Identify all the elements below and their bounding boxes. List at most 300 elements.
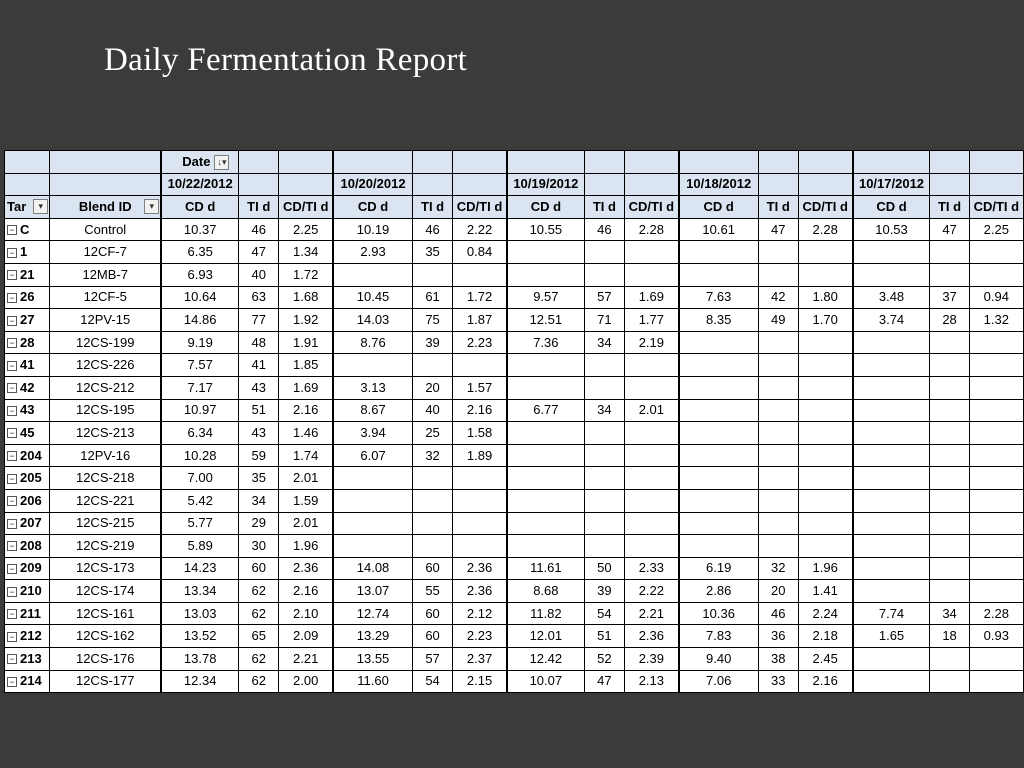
ti-cell — [758, 263, 798, 286]
header-row-dates — [5, 173, 1024, 196]
cd-ti-ratio-cell — [969, 535, 1023, 558]
header-blank — [798, 151, 852, 174]
ti-cell: 41 — [239, 354, 279, 377]
cd-ti-ratio-cell — [969, 670, 1023, 693]
cd-ti-ratio-cell: 2.10 — [279, 602, 333, 625]
collapse-toggle-icon[interactable]: − — [7, 293, 17, 303]
cd-cell: 10.19 — [333, 218, 412, 241]
cd-cell: 14.23 — [161, 557, 238, 580]
ti-cell: 57 — [412, 648, 452, 671]
cd-ti-ratio-cell — [453, 535, 507, 558]
date-header: 10/22/2012 — [161, 173, 238, 196]
ti-cell: 40 — [239, 263, 279, 286]
cd-cell: 10.07 — [507, 670, 584, 693]
collapse-toggle-icon[interactable]: − — [7, 451, 17, 461]
collapse-toggle-icon[interactable]: − — [7, 474, 17, 484]
ti-cell: 63 — [239, 286, 279, 309]
cd-cell: 3.74 — [853, 309, 930, 332]
cd-ti-ratio-cell — [969, 580, 1023, 603]
cd-ti-ratio-cell: 2.23 — [453, 331, 507, 354]
ti-cell: 38 — [758, 648, 798, 671]
header-blank — [239, 173, 279, 196]
tank-id-cell — [5, 444, 50, 467]
cd-cell: 13.34 — [161, 580, 238, 603]
tank-id: 42 — [20, 379, 35, 395]
cd-ti-ratio-cell — [453, 467, 507, 490]
cd-cell: 12.01 — [507, 625, 584, 648]
cd-cell: 7.63 — [679, 286, 758, 309]
cd-cell: 7.57 — [161, 354, 238, 377]
ti-cell: 60 — [412, 557, 452, 580]
header-blank — [453, 151, 507, 174]
ti-cell: 34 — [930, 602, 969, 625]
ti-cell: 62 — [239, 602, 279, 625]
cd-ti-ratio-cell — [969, 512, 1023, 535]
cd-cell — [507, 263, 584, 286]
collapse-toggle-icon[interactable]: − — [7, 428, 17, 438]
cd-ti-ratio-cell — [453, 489, 507, 512]
cd-cell: 5.89 — [161, 535, 238, 558]
metric-header: CD d — [333, 196, 412, 219]
cd-ti-ratio-cell: 2.09 — [279, 625, 333, 648]
ti-cell: 46 — [412, 218, 452, 241]
sort-filter-icon[interactable]: ↓▾ — [214, 155, 229, 170]
cd-ti-ratio-cell: 2.45 — [798, 648, 852, 671]
blend-id-cell: 12CS-215 — [50, 512, 162, 535]
ti-cell: 36 — [758, 625, 798, 648]
ti-cell: 47 — [239, 241, 279, 264]
cd-cell: 10.97 — [161, 399, 238, 422]
ti-cell: 47 — [930, 218, 969, 241]
cd-cell — [333, 535, 412, 558]
cd-ti-ratio-cell: 2.24 — [798, 602, 852, 625]
ti-cell — [412, 263, 452, 286]
ti-cell: 34 — [239, 489, 279, 512]
ti-cell — [584, 263, 624, 286]
tank-id-cell — [5, 376, 50, 399]
ti-cell: 55 — [412, 580, 452, 603]
tank-id: 208 — [20, 537, 42, 553]
header-blank — [279, 173, 333, 196]
tank-id-cell — [5, 354, 50, 377]
cd-cell: 2.93 — [333, 241, 412, 264]
ti-cell: 35 — [412, 241, 452, 264]
collapse-toggle-icon[interactable]: − — [7, 270, 17, 280]
ti-cell: 60 — [412, 602, 452, 625]
header-blank — [50, 151, 162, 174]
cd-cell: 7.17 — [161, 376, 238, 399]
cd-cell — [853, 557, 930, 580]
ti-cell: 29 — [239, 512, 279, 535]
cd-ti-ratio-cell: 1.74 — [279, 444, 333, 467]
cd-cell: 7.36 — [507, 331, 584, 354]
header-blank — [239, 151, 279, 174]
ti-cell: 65 — [239, 625, 279, 648]
cd-ti-ratio-cell — [624, 512, 678, 535]
table-row — [5, 512, 1024, 535]
cd-ti-ratio-cell — [624, 489, 678, 512]
cd-ti-ratio-cell — [453, 354, 507, 377]
cd-cell — [679, 512, 758, 535]
blend-field-header[interactable] — [50, 196, 162, 219]
cd-ti-ratio-cell — [969, 422, 1023, 445]
ti-cell — [758, 376, 798, 399]
cd-ti-ratio-cell: 2.39 — [624, 648, 678, 671]
tank-id: 28 — [20, 334, 35, 350]
tank-id: 1 — [20, 244, 28, 260]
cd-ti-ratio-cell: 2.25 — [969, 218, 1023, 241]
cd-cell — [853, 467, 930, 490]
cd-ti-ratio-cell: 2.36 — [279, 557, 333, 580]
ti-cell: 62 — [239, 580, 279, 603]
header-blank — [279, 151, 333, 174]
cd-ti-ratio-cell: 2.37 — [453, 648, 507, 671]
tank-id: 209 — [20, 560, 42, 576]
header-blank — [969, 151, 1023, 174]
cd-cell — [333, 512, 412, 535]
ti-cell: 32 — [412, 444, 452, 467]
tank-id-cell — [5, 241, 50, 264]
cd-ti-ratio-cell — [624, 241, 678, 264]
cd-ti-ratio-cell: 1.59 — [279, 489, 333, 512]
ti-cell: 51 — [584, 625, 624, 648]
collapse-toggle-icon[interactable]: − — [7, 564, 17, 574]
table-row — [5, 467, 1024, 490]
tank-id-cell — [5, 648, 50, 671]
cd-cell: 10.64 — [161, 286, 238, 309]
cd-cell — [853, 399, 930, 422]
table-row — [5, 399, 1024, 422]
metric-header: TI d — [930, 196, 969, 219]
metric-header: TI d — [239, 196, 279, 219]
header-blank — [412, 173, 452, 196]
cd-cell — [507, 422, 584, 445]
tank-id: 206 — [20, 492, 42, 508]
date-header: 10/19/2012 — [507, 173, 584, 196]
cd-cell: 8.67 — [333, 399, 412, 422]
cd-ti-ratio-cell: 2.01 — [279, 467, 333, 490]
header-blank — [412, 151, 452, 174]
cd-ti-ratio-cell: 2.23 — [453, 625, 507, 648]
collapse-toggle-icon[interactable]: − — [7, 496, 17, 506]
cd-ti-ratio-cell: 2.22 — [624, 580, 678, 603]
collapse-toggle-icon[interactable]: − — [7, 609, 17, 619]
cd-ti-ratio-cell — [798, 422, 852, 445]
cd-ti-ratio-cell: 1.41 — [798, 580, 852, 603]
cd-ti-ratio-cell: 2.25 — [279, 218, 333, 241]
cd-cell: 3.48 — [853, 286, 930, 309]
tank-id: 45 — [20, 424, 35, 440]
cd-cell — [507, 489, 584, 512]
ti-cell — [930, 422, 969, 445]
collapse-toggle-icon[interactable]: − — [7, 519, 17, 529]
cd-cell: 10.53 — [853, 218, 930, 241]
cd-cell — [853, 489, 930, 512]
cd-ti-ratio-cell: 1.96 — [279, 535, 333, 558]
cd-cell: 10.37 — [161, 218, 238, 241]
tank-id: 41 — [20, 357, 35, 373]
ti-cell — [758, 354, 798, 377]
cd-ti-ratio-cell: 1.80 — [798, 286, 852, 309]
cd-ti-ratio-cell: 1.34 — [279, 241, 333, 264]
cd-cell: 7.74 — [853, 602, 930, 625]
cd-ti-ratio-cell: 1.91 — [279, 331, 333, 354]
cd-cell: 5.42 — [161, 489, 238, 512]
blend-id-cell: 12CS-162 — [50, 625, 162, 648]
blend-id-cell: 12CF-7 — [50, 241, 162, 264]
tank-id-cell — [5, 580, 50, 603]
cd-ti-ratio-cell — [798, 535, 852, 558]
header-blank — [5, 173, 50, 196]
tank-id: 207 — [20, 515, 42, 531]
blend-id-cell: 12CS-195 — [50, 399, 162, 422]
cd-cell — [333, 467, 412, 490]
ti-cell — [930, 399, 969, 422]
tank-id-cell — [5, 286, 50, 309]
blend-id-cell: 12CS-174 — [50, 580, 162, 603]
ti-cell: 35 — [239, 467, 279, 490]
blend-id-cell: 12CS-226 — [50, 354, 162, 377]
cd-ti-ratio-cell — [624, 263, 678, 286]
blend-field-label: Blend ID — [78, 198, 132, 214]
table-row — [5, 670, 1024, 693]
blend-id-cell: 12CF-5 — [50, 286, 162, 309]
ti-cell: 39 — [412, 331, 452, 354]
ti-cell: 30 — [239, 535, 279, 558]
cd-ti-ratio-cell — [969, 444, 1023, 467]
ti-cell — [930, 331, 969, 354]
collapse-toggle-icon[interactable]: − — [7, 338, 17, 348]
filter-dropdown-icon[interactable]: ▾ — [33, 199, 48, 214]
table-row — [5, 263, 1024, 286]
metric-header: CD/TI d — [279, 196, 333, 219]
collapse-toggle-icon[interactable]: − — [7, 677, 17, 687]
metric-header: CD d — [853, 196, 930, 219]
table-row — [5, 354, 1024, 377]
cd-cell — [507, 376, 584, 399]
cd-ti-ratio-cell — [969, 648, 1023, 671]
cd-ti-ratio-cell — [798, 467, 852, 490]
cd-cell — [679, 422, 758, 445]
ti-cell — [412, 467, 452, 490]
ti-cell — [584, 444, 624, 467]
cd-cell: 9.40 — [679, 648, 758, 671]
cd-cell — [853, 331, 930, 354]
cd-ti-ratio-cell — [969, 399, 1023, 422]
blend-id-cell: 12CS-177 — [50, 670, 162, 693]
ti-cell — [930, 354, 969, 377]
date-field-label: Date — [182, 153, 211, 169]
ti-cell — [584, 467, 624, 490]
tank-id-cell — [5, 467, 50, 490]
cd-cell: 8.68 — [507, 580, 584, 603]
cd-cell — [507, 512, 584, 535]
collapse-toggle-icon[interactable]: − — [7, 225, 17, 235]
blend-id-cell: 12PV-15 — [50, 309, 162, 332]
fermentation-pivot-table — [4, 150, 1024, 693]
cd-ti-ratio-cell: 2.01 — [279, 512, 333, 535]
cd-ti-ratio-cell: 2.16 — [798, 670, 852, 693]
ti-cell: 20 — [412, 376, 452, 399]
ti-cell: 62 — [239, 648, 279, 671]
cd-cell — [853, 354, 930, 377]
tank-id: 205 — [20, 470, 42, 486]
table-row — [5, 602, 1024, 625]
metric-header: CD d — [507, 196, 584, 219]
metric-header: TI d — [412, 196, 452, 219]
cd-cell: 7.06 — [679, 670, 758, 693]
cd-ti-ratio-cell — [798, 331, 852, 354]
tank-id: 213 — [20, 650, 42, 666]
cd-ti-ratio-cell: 2.36 — [453, 557, 507, 580]
cd-cell: 10.55 — [507, 218, 584, 241]
ti-cell: 46 — [758, 602, 798, 625]
cd-cell — [853, 241, 930, 264]
ti-cell: 46 — [239, 218, 279, 241]
cd-cell: 13.55 — [333, 648, 412, 671]
date-field-header[interactable] — [161, 151, 238, 174]
cd-cell: 6.34 — [161, 422, 238, 445]
collapse-toggle-icon[interactable]: − — [7, 632, 17, 642]
cd-cell: 11.82 — [507, 602, 584, 625]
tank-id-cell — [5, 422, 50, 445]
tank-id: 212 — [20, 628, 42, 644]
tank-field-header[interactable] — [5, 196, 50, 219]
header-blank — [930, 173, 969, 196]
tank-id-cell — [5, 309, 50, 332]
ti-cell — [412, 354, 452, 377]
collapse-toggle-icon[interactable]: − — [7, 654, 17, 664]
ti-cell: 42 — [758, 286, 798, 309]
cd-cell — [853, 535, 930, 558]
ti-cell — [584, 376, 624, 399]
cd-cell — [853, 263, 930, 286]
collapse-toggle-icon[interactable]: − — [7, 361, 17, 371]
cd-ti-ratio-cell: 2.28 — [624, 218, 678, 241]
cd-ti-ratio-cell — [624, 535, 678, 558]
table-body — [5, 218, 1024, 692]
metric-header: CD/TI d — [798, 196, 852, 219]
date-header: 10/18/2012 — [679, 173, 758, 196]
cd-ti-ratio-cell: 2.12 — [453, 602, 507, 625]
cd-cell: 1.65 — [853, 625, 930, 648]
cd-cell — [507, 354, 584, 377]
cd-cell — [507, 467, 584, 490]
cd-cell: 10.61 — [679, 218, 758, 241]
cd-ti-ratio-cell: 2.18 — [798, 625, 852, 648]
metric-header: CD/TI d — [624, 196, 678, 219]
cd-ti-ratio-cell: 1.92 — [279, 309, 333, 332]
ti-cell: 32 — [758, 557, 798, 580]
ti-cell: 51 — [239, 399, 279, 422]
blend-id-cell: 12CS-199 — [50, 331, 162, 354]
cd-cell: 11.60 — [333, 670, 412, 693]
cd-ti-ratio-cell — [969, 557, 1023, 580]
cd-cell — [679, 331, 758, 354]
table-row — [5, 218, 1024, 241]
cd-cell: 6.35 — [161, 241, 238, 264]
ti-cell — [584, 422, 624, 445]
cd-ti-ratio-cell: 2.00 — [279, 670, 333, 693]
collapse-toggle-icon[interactable]: − — [7, 406, 17, 416]
cd-cell — [679, 263, 758, 286]
ti-cell: 43 — [239, 376, 279, 399]
ti-cell: 40 — [412, 399, 452, 422]
ti-cell — [930, 557, 969, 580]
table-row — [5, 648, 1024, 671]
cd-cell — [333, 489, 412, 512]
header-blank — [930, 151, 969, 174]
ti-cell: 48 — [239, 331, 279, 354]
collapse-toggle-icon[interactable]: − — [7, 541, 17, 551]
header-blank — [624, 173, 678, 196]
ti-cell — [412, 489, 452, 512]
ti-cell — [930, 263, 969, 286]
cd-ti-ratio-cell: 2.33 — [624, 557, 678, 580]
collapse-toggle-icon[interactable]: − — [7, 587, 17, 597]
cd-ti-ratio-cell: 2.16 — [453, 399, 507, 422]
ti-cell: 54 — [412, 670, 452, 693]
metric-header: TI d — [758, 196, 798, 219]
filter-dropdown-icon[interactable]: ▾ — [144, 199, 159, 214]
blend-id-cell: 12CS-221 — [50, 489, 162, 512]
cd-ti-ratio-cell — [798, 354, 852, 377]
ti-cell — [412, 535, 452, 558]
cd-ti-ratio-cell: 2.13 — [624, 670, 678, 693]
tank-id: 204 — [20, 447, 42, 463]
ti-cell: 34 — [584, 399, 624, 422]
metric-header: TI d — [584, 196, 624, 219]
header-blank — [507, 151, 584, 174]
tank-id-cell — [5, 557, 50, 580]
blend-id-cell: 12CS-219 — [50, 535, 162, 558]
header-blank — [5, 151, 50, 174]
cd-ti-ratio-cell — [969, 467, 1023, 490]
table-row — [5, 489, 1024, 512]
collapse-toggle-icon[interactable]: − — [7, 383, 17, 393]
tank-id-cell — [5, 331, 50, 354]
cd-ti-ratio-cell: 1.89 — [453, 444, 507, 467]
tank-id: 211 — [20, 605, 41, 621]
tank-id: 43 — [20, 402, 35, 418]
collapse-toggle-icon[interactable]: − — [7, 316, 17, 326]
collapse-toggle-icon[interactable]: − — [7, 248, 17, 258]
cd-ti-ratio-cell: 1.68 — [279, 286, 333, 309]
metric-header: CD/TI d — [969, 196, 1023, 219]
cd-ti-ratio-cell — [798, 444, 852, 467]
cd-cell: 12.51 — [507, 309, 584, 332]
cd-cell: 8.35 — [679, 309, 758, 332]
tank-id-cell — [5, 489, 50, 512]
ti-cell — [758, 331, 798, 354]
cd-ti-ratio-cell: 1.96 — [798, 557, 852, 580]
header-blank — [584, 173, 624, 196]
blend-id-cell: 12CS-173 — [50, 557, 162, 580]
cd-ti-ratio-cell: 2.36 — [624, 625, 678, 648]
ti-cell — [930, 648, 969, 671]
tank-id-cell — [5, 512, 50, 535]
ti-cell — [930, 241, 969, 264]
cd-ti-ratio-cell: 1.70 — [798, 309, 852, 332]
cd-ti-ratio-cell: 2.16 — [279, 580, 333, 603]
cd-cell: 14.03 — [333, 309, 412, 332]
ti-cell: 47 — [758, 218, 798, 241]
table-row — [5, 241, 1024, 264]
blend-id-cell: 12CS-213 — [50, 422, 162, 445]
blend-id-cell: 12CS-176 — [50, 648, 162, 671]
cd-cell: 8.76 — [333, 331, 412, 354]
cd-cell — [333, 263, 412, 286]
